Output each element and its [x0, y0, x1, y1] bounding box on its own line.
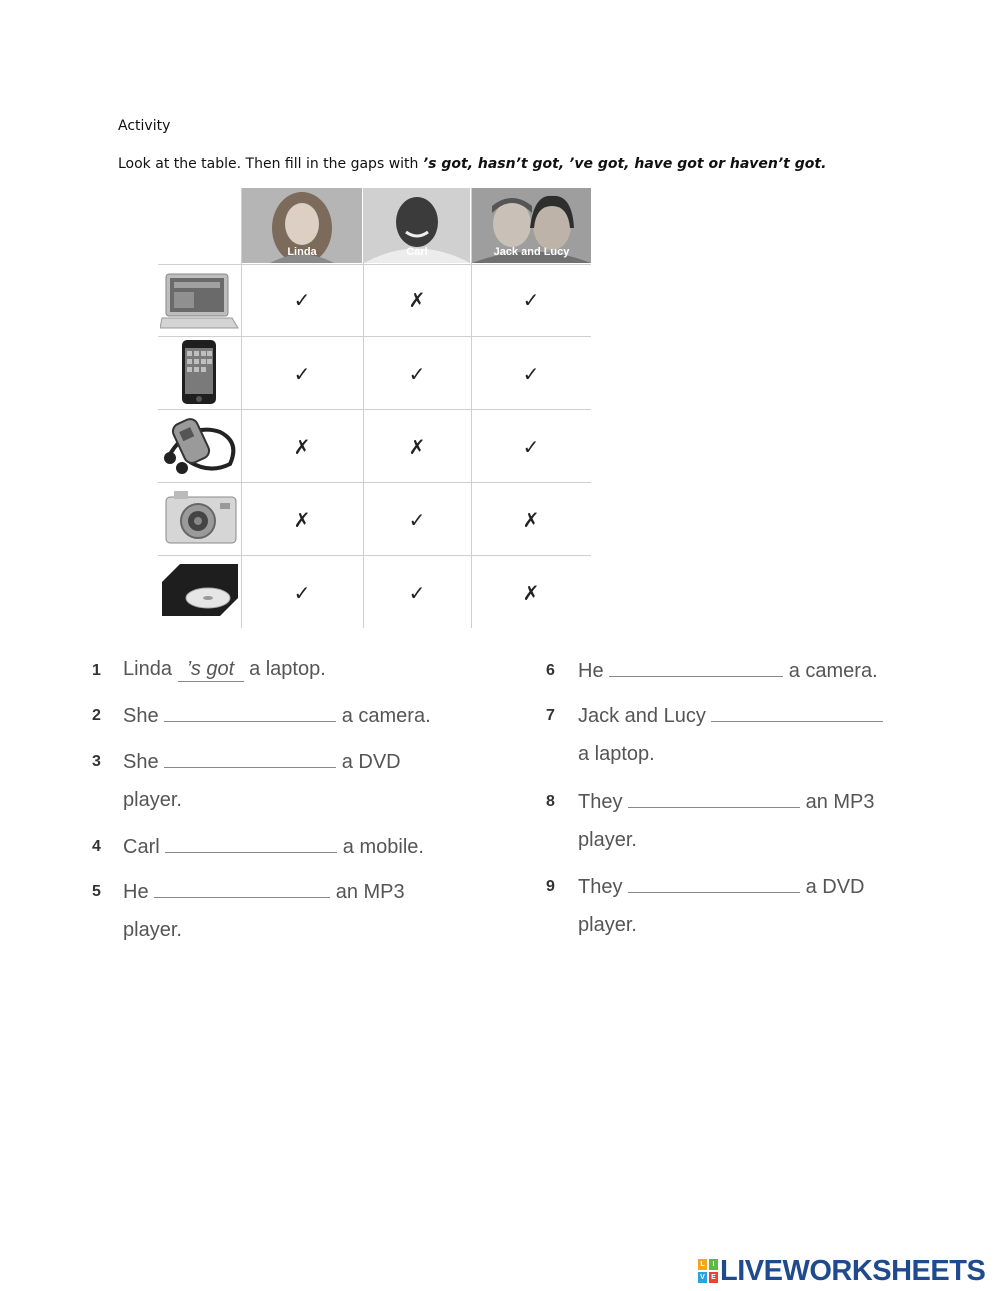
answer-gap-3[interactable]: [164, 749, 336, 768]
logo-block: I: [709, 1259, 718, 1270]
mark-mp3-carl: ✗: [408, 435, 426, 459]
activity-heading: Activity: [118, 118, 171, 134]
exercise-number: 4: [92, 838, 101, 855]
exercise-9-continuation: player.: [578, 914, 637, 936]
exercise-subject: They: [578, 876, 623, 898]
logo-block: V: [698, 1272, 707, 1283]
mobile-phone-icon: [160, 338, 240, 406]
logo-icon: [698, 1259, 718, 1283]
answer-gap-9[interactable]: [628, 874, 800, 893]
exercise-subject: He: [578, 660, 604, 682]
photo-carl: [364, 188, 470, 263]
mark-laptop-linda: ✓: [293, 288, 311, 312]
possessions-table: [158, 188, 591, 628]
mp3-player-icon: [160, 412, 240, 480]
exercise-subject: He: [123, 881, 149, 903]
person-name: Carl: [406, 246, 428, 258]
logo-block: L: [698, 1259, 707, 1270]
camera-icon: [160, 485, 240, 553]
exercise-9: [578, 874, 865, 899]
answer-gap-5[interactable]: [154, 879, 330, 898]
exercise-4: [123, 834, 424, 859]
exercise-subject: Carl: [123, 836, 160, 858]
dvd-player-icon: [160, 558, 240, 624]
exercise-subject: They: [578, 791, 623, 813]
mark-dvd-carl: ✓: [408, 581, 426, 605]
mark-laptop-jack-lucy: ✓: [522, 288, 540, 312]
exercise-rest: a camera.: [341, 705, 431, 727]
person-name: Jack and Lucy: [493, 246, 570, 258]
exercise-rest: a laptop.: [249, 658, 326, 680]
exercise-rest: a mobile.: [342, 836, 424, 858]
exercise-number: 7: [546, 707, 555, 724]
mark-dvd-jack-lucy: ✗: [522, 581, 540, 605]
mark-mobile-linda: ✓: [293, 362, 311, 386]
mark-mobile-carl: ✓: [408, 362, 426, 386]
exercise-rest: an MP3: [335, 881, 405, 903]
mark-camera-carl: ✓: [408, 508, 426, 532]
answer-gap-6[interactable]: [609, 658, 783, 677]
exercise-8: [578, 789, 875, 814]
exercise-3-continuation: player.: [123, 789, 182, 811]
exercise-7-continuation: a laptop.: [578, 743, 655, 765]
example-answer: ’s got: [178, 658, 244, 682]
instruction-prefix: Look at the table. Then fill in the gaps with: [118, 156, 423, 172]
exercise-subject: Jack and Lucy: [578, 705, 706, 727]
exercise-1: [123, 658, 326, 682]
exercise-6: [578, 658, 878, 683]
exercise-subject: Linda: [123, 658, 172, 680]
exercise-number: 5: [92, 883, 101, 900]
instruction: [118, 156, 826, 172]
exercise-5: [123, 879, 405, 904]
instruction-options: ’s got, hasn’t got, ’ve got, have got or haven’t got.: [422, 156, 827, 172]
exercise-8-continuation: player.: [578, 829, 637, 851]
answer-gap-8[interactable]: [628, 789, 800, 808]
exercise-rest: an MP3: [805, 791, 875, 813]
mark-laptop-carl: ✗: [408, 288, 426, 312]
answer-gap-4[interactable]: [165, 834, 337, 853]
exercise-rest: a DVD: [341, 751, 401, 773]
photo-linda: [242, 188, 362, 263]
exercise-number: 1: [92, 662, 101, 679]
exercise-subject: She: [123, 751, 159, 773]
mark-mp3-jack-lucy: ✓: [522, 435, 540, 459]
photo-jack-and-lucy: [472, 188, 591, 263]
mark-mp3-linda: ✗: [293, 435, 311, 459]
exercise-rest: a DVD: [805, 876, 865, 898]
mark-camera-linda: ✗: [293, 508, 311, 532]
logo-block: E: [709, 1272, 718, 1283]
liveworksheets-logo: [698, 1256, 985, 1286]
exercise-3: [123, 749, 401, 774]
exercise-number: 2: [92, 707, 101, 724]
exercise-number: 3: [92, 753, 101, 770]
exercise-number: 6: [546, 662, 555, 679]
mark-camera-jack-lucy: ✗: [522, 508, 540, 532]
exercise-subject: She: [123, 705, 159, 727]
exercise-5-continuation: player.: [123, 919, 182, 941]
person-name: Linda: [287, 246, 317, 258]
exercise-number: 9: [546, 878, 555, 895]
logo-text: LIVEWORKSHEETS: [720, 1254, 986, 1287]
exercise-number: 8: [546, 793, 555, 810]
mark-dvd-linda: ✓: [293, 581, 311, 605]
exercise-2: [123, 703, 431, 728]
answer-gap-7[interactable]: [711, 703, 883, 722]
answer-gap-2[interactable]: [164, 703, 336, 722]
laptop-icon: [160, 270, 240, 332]
exercise-7: [578, 703, 883, 728]
exercise-rest: a camera.: [788, 660, 878, 682]
mark-mobile-jack-lucy: ✓: [522, 362, 540, 386]
